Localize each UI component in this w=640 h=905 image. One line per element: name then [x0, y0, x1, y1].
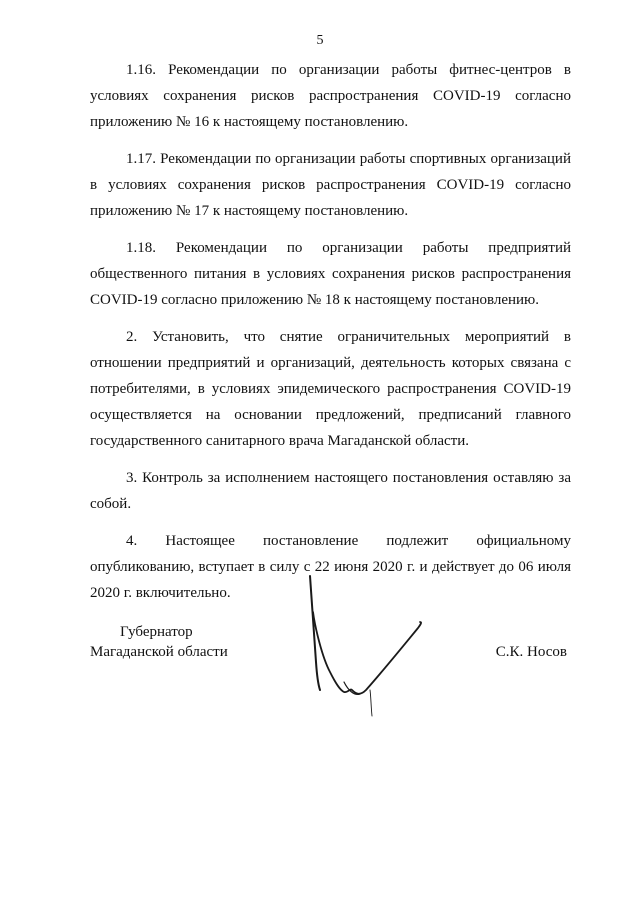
page-number: 5	[316, 33, 324, 48]
signatory-title-line1: Губернатор	[120, 624, 193, 640]
document-body	[90, 57, 571, 617]
signatory-name: С.К. Носов	[495, 644, 567, 660]
paragraph-1-17: 1.17. Рекомендации по организации работы спортивных организаций в условиях сохранения рисков распространения COVID-19 согласно приложению № 17 к настоящему постановлению.	[90, 151, 571, 219]
signature-block	[90, 622, 571, 742]
paragraph-4: 4. Настоящее постановление подлежит официальному опубликованию, вступает в силу с 22 июня 2020 г. и действует до 06 июля 2020 г. включительно.	[90, 533, 571, 601]
paragraph-1-16: 1.16. Рекомендации по организации работы фитнес-центров в условиях сохранения рисков распространения COVID-19 согласно приложению № 16 к настоящему постановлению.	[90, 62, 571, 130]
signatory-title-line2: Магаданской области	[90, 644, 228, 660]
paragraph-2: 2. Установить, что снятие ограничительных мероприятий в отношении предприятий и организаций, деятельность которых связана с потребителями, в условиях эпидемического распространения COVID-19 осуществляется на основании предложений, предписаний главного государственного санитарного врача Магаданской области.	[90, 329, 571, 449]
paragraph-3: 3. Контроль за исполнением настоящего постановления оставляю за собой.	[90, 470, 571, 512]
paragraph-1-18: 1.18. Рекомендации по организации работы предприятий общественного питания в условиях сохранения рисков распространения COVID-19 согласно приложению № 18 к настоящему постановлению.	[90, 240, 571, 308]
